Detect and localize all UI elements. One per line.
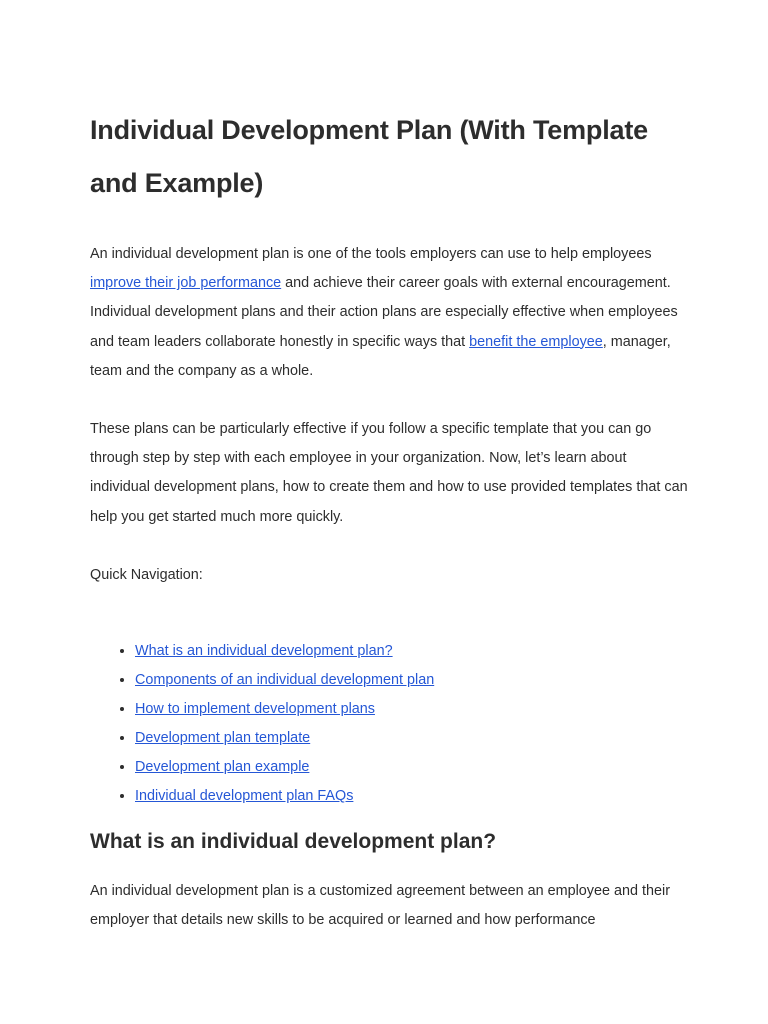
definition-paragraph: An individual development plan is a customized agreement between an employee and their employer that details new skills to be acquired or learned and how performance bbox=[90, 883, 670, 929]
intro-text-2: and achieve their career goals with external encouragement. Individual development plans and their action plans are especially effective when employees and team leaders collaborate honestly in specific ways that bbox=[90, 275, 678, 350]
nav-link-what-is-idp[interactable]: What is an individual development plan? bbox=[135, 643, 393, 660]
intro-text-1: An individual development plan is one of the tools employers can use to help employees bbox=[90, 246, 652, 262]
nav-link-components[interactable]: Components of an individual development plan bbox=[135, 672, 435, 689]
list-item bbox=[135, 637, 690, 666]
article bbox=[90, 104, 690, 935]
templates-paragraph: These plans can be particularly effective if you follow a specific template that you can go through step by step with each employee in your organization. Now, let’s learn about individual development plans, how to create them and how to use provided templates that can help you get started much more quickly. bbox=[90, 421, 688, 525]
quick-navigation-label: Quick Navigation: bbox=[90, 566, 203, 583]
list-item bbox=[135, 666, 690, 695]
improve-job-performance-link[interactable]: improve their job performance bbox=[90, 275, 282, 292]
intro-text-3: , manager, team and the company as a whole. bbox=[90, 333, 671, 379]
quick-navigation-list bbox=[90, 637, 690, 811]
benefit-employee-link[interactable]: benefit the employee bbox=[469, 333, 603, 350]
nav-link-template[interactable]: Development plan template bbox=[135, 730, 311, 747]
page-title: Individual Development Plan (With Template and Example) bbox=[90, 115, 648, 198]
nav-link-faqs[interactable]: Individual development plan FAQs bbox=[135, 788, 354, 805]
nav-link-how-to-implement[interactable]: How to implement development plans bbox=[135, 701, 375, 718]
intro-paragraph bbox=[90, 240, 690, 386]
nav-link-example[interactable]: Development plan example bbox=[135, 759, 310, 776]
list-item bbox=[135, 724, 690, 753]
list-item bbox=[135, 695, 690, 724]
section-heading: What is an individual development plan? bbox=[90, 830, 497, 854]
list-item bbox=[135, 782, 690, 811]
list-item bbox=[135, 753, 690, 782]
